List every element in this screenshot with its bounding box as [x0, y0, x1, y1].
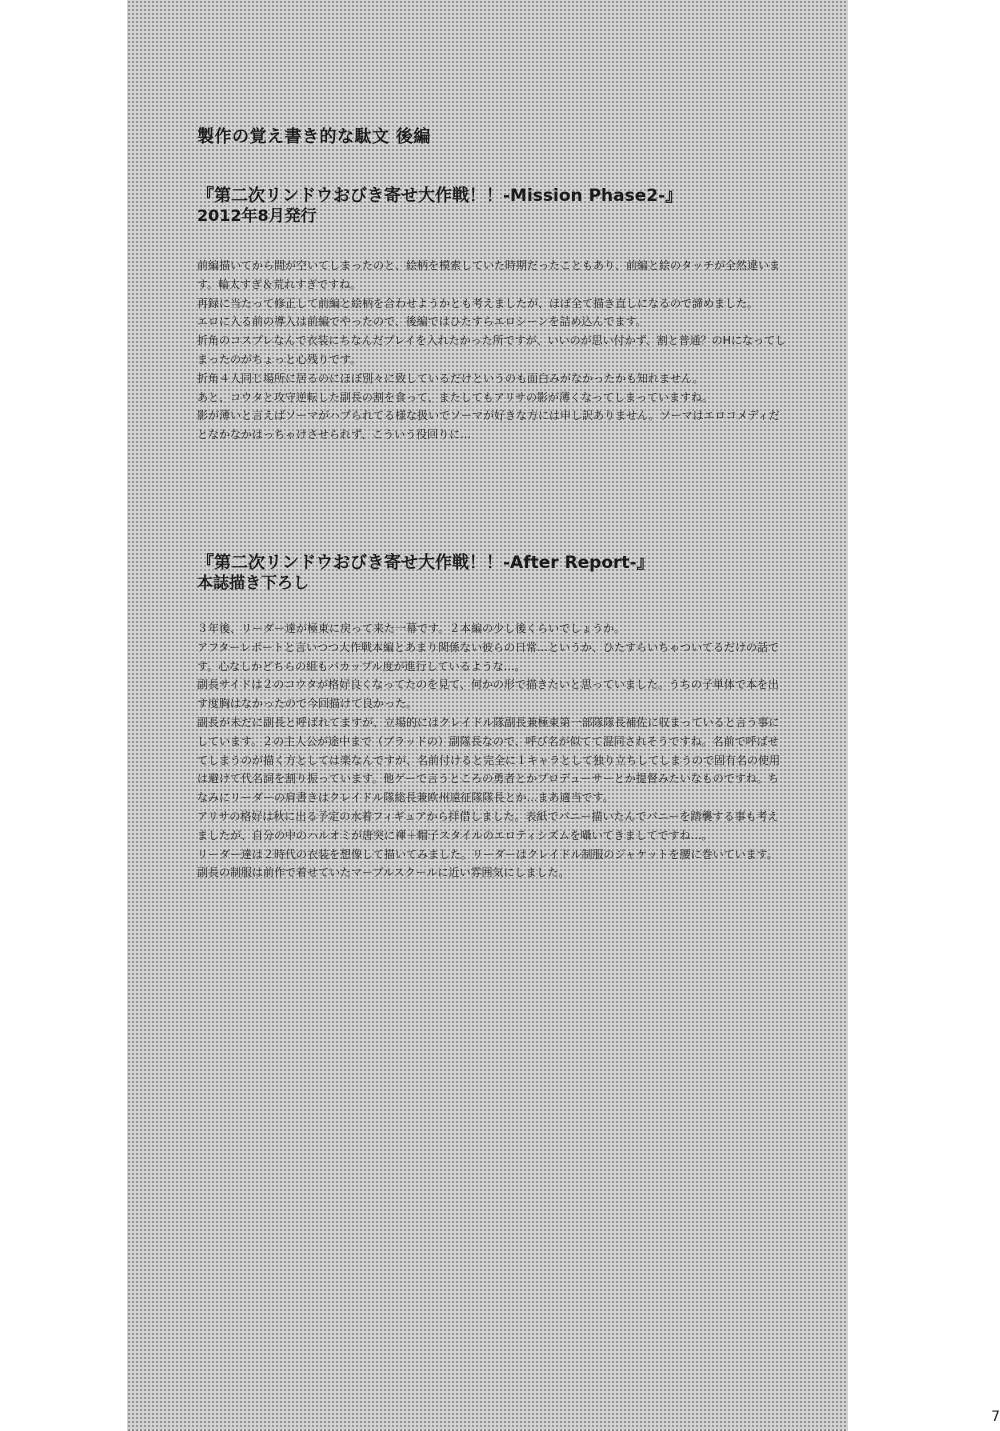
section-body [197, 620, 787, 883]
paragraph: エロに入る前の導入は前編でやったので、後編ではひたすらエロシーンを詰め込んでます。 [197, 315, 647, 329]
paragraph: リーダー達は２時代の衣装を想像して描いてみました。リーダーはクレイドル制服のジャケットを腰に巻いています。副長の制服は前作で着せていたマーブルスクールに近い雰囲気にしました。 [197, 847, 778, 880]
paragraph: アリサの格好は秋に出る予定の水着フィギュアから拝借しました。表紙でバニー描いたんでバニーを踏襲する事も考えましたが、自分の中のハルオミが唐突に褌＋帽子スタイルのエロティシズムを囁いてきましてですね…。 [197, 809, 779, 842]
paragraph: 折角のコスプレなんで衣装にちなんだプレイを入れたかった所ですが、いいのが思い付かず、割と普通？のHになってしまったのがちょっと心残りです。 [197, 334, 786, 366]
paragraph: ３年後、リーダー達が極東に戻って来た一幕です。２本編の少し後くらいでしょうか。 [197, 622, 626, 635]
paragraph: 前編描いてから間が空いてしまったのと、絵柄を模索していた時期だったこともあり、前編と絵のタッチが全然違います。輪太すぎ＆荒れすぎですね。 [197, 259, 780, 291]
text-column [127, 0, 848, 1431]
paragraph: 副長が未だに副長と呼ばれてますが、立場的にはクレイドル隊副長兼極東第一部隊隊長補佐に収まっていると言う事にしています。２の主人公が途中まで（ブラッドの）副隊長なので、呼び名が似てて混同されそうですね。名前で呼ばせてしまうのが描く方としては楽なんですが、名前付けると完全に１キャラとして独り立ちしてしまうので固有名の使用は避けて代名詞を割り振っています。他ゲーで言うところの勇者とかプロデューサーとか提督みたいなものですね。ちなみにリーダーの肩書きはクレイドル隊総長兼欧州遠征隊隊長とか…まあ適当です。 [197, 715, 780, 805]
paragraph: 影が薄いと言えばソーマがハブられてる様な扱いでソーマが好きな方には申し訳ありません。ソーマはエロコメディだとなかなかはっちゃけさせられず、こういう役回りに… [197, 409, 780, 442]
page-title: 製作の覚え書き的な駄文 後編 [197, 127, 431, 147]
paragraph: 折角４人同じ場所に居るのにほぼ別々に致しているだけというのも面白みがなかったかも知れません。 [197, 371, 704, 385]
paragraph: 副長サイドは２のコウタが格好良くなってたのを見て、何かの形で描きたいと思っていました。うちの子単体で本を出す度胸はなかったので今回描けて良かった。 [197, 678, 779, 711]
paragraph: アフターレポートと言いつつ大作戦本編とあまり関係ない彼らの日常…というか、ひたすらいちゃついてるだけの話です。心なしかどちらの組もバカップル度が進行しているような…。 [197, 640, 780, 673]
section-body [197, 257, 787, 445]
page-number: 7 [991, 1409, 1000, 1425]
section-after-report [197, 553, 787, 883]
section-mission-phase2 [197, 186, 787, 445]
section-subtitle: 本誌描き下ろし [197, 573, 310, 592]
section-subtitle: 2012年8月発行 [197, 206, 317, 225]
section-title: 『第二次リンドウおびき寄せ大作戦！！-After Report-』 [197, 553, 654, 573]
paragraph: あと、コウタと攻守逆転した副長の割を食って、またしてもアリサの影が薄くなってしまっていますね。 [197, 390, 714, 404]
paragraph: 再録に当たって修正して前編と絵柄を合わせようかとも考えましたが、ほぼ全て描き直しになるので諦めました。 [197, 296, 758, 310]
section-title: 『第二次リンドウおびき寄せ大作戦！！-Mission Phase2-』 [197, 186, 683, 206]
